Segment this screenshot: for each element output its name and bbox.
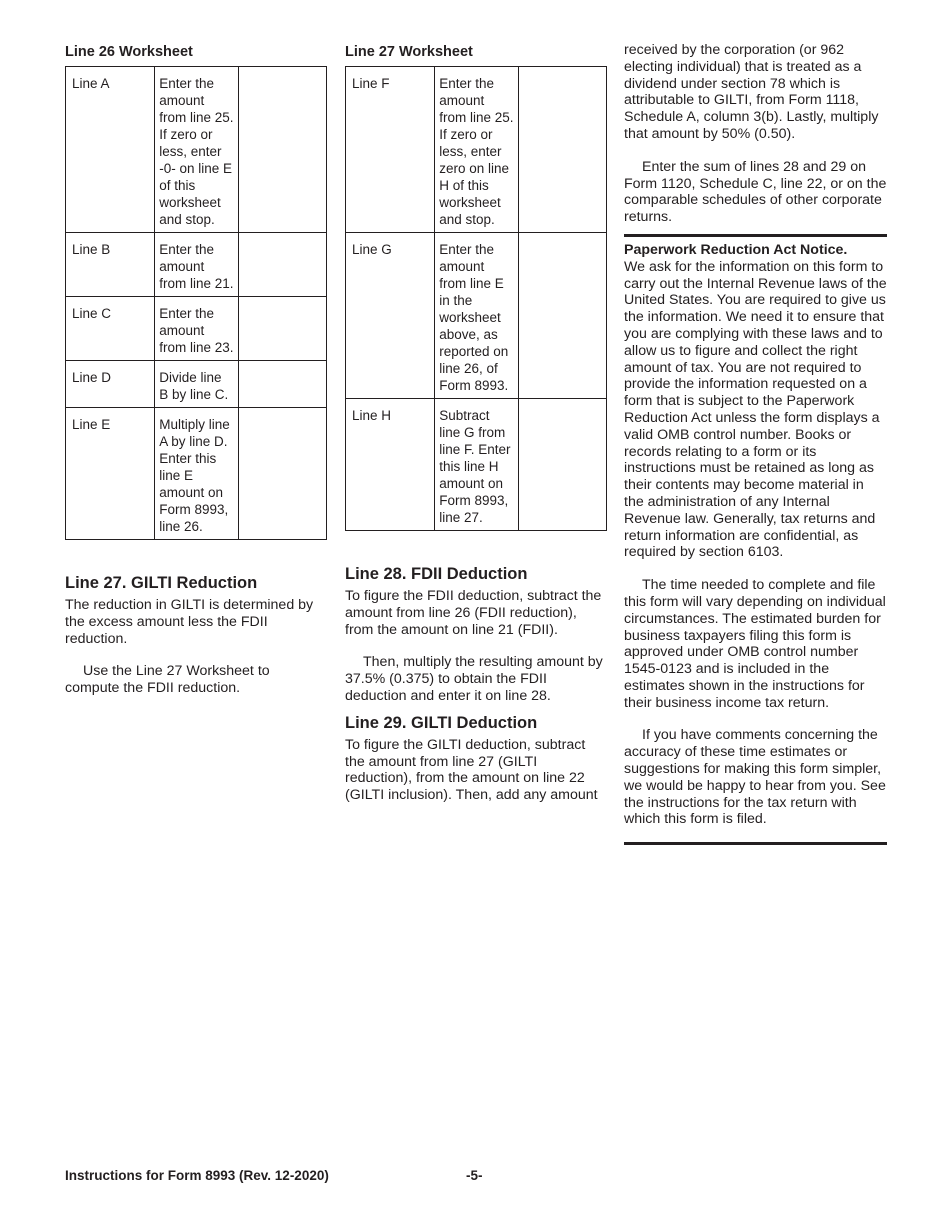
table-row [66, 67, 327, 233]
row-instruction: Enter the amount from line 21. [155, 233, 239, 297]
amount-cell [239, 408, 327, 540]
table-row [66, 233, 327, 297]
table-row [66, 297, 327, 361]
row-instruction: Enter the amount from line 25. If zero or less, enter -0- on line E of this worksheet and stop. [155, 67, 239, 233]
page-number: -5- [466, 1168, 483, 1183]
paperwork-paragraph-3: If you have comments concerning the accuracy of these time estimates or suggestions for making this form simpler, we would be happy to hear from you. See the instructions for the tax return with which this form is filed. [624, 727, 886, 828]
paperwork-paragraph-2: The time needed to complete and file this form will vary depending on individual circumstances. The estimated burden for business taxpayers filing this form is approved under OMB control number 1545-0123 and is included in the estimates shown in the instructions for their business income tax return. [624, 577, 886, 711]
line-29-paragraph-1-continued: received by the corporation (or 962 electing individual) that is treated as a dividend under section 78 which is attributable to GILTI, from Form 1118, Schedule A, column 3(b). Lastly, multiply that amount by 50% (0.50). [624, 42, 879, 142]
line-29-paragraph-2: Enter the sum of lines 28 and 29 on Form 1120, Schedule C, line 22, or on the comparable schedules of other corporate returns. [624, 158, 887, 226]
row-label: Line F [346, 67, 435, 233]
row-instruction: Enter the amount from line 25. If zero or less, enter zero on line H of this worksheet and stop. [435, 67, 519, 233]
amount-cell [239, 361, 327, 408]
paperwork-title: Paperwork Reduction Act Notice. [624, 241, 848, 258]
table-row [346, 399, 607, 531]
row-instruction: Enter the amount from line E in the worksheet above, as reported on line 26, of Form 8993. [435, 233, 519, 399]
line-27-heading: Line 27. GILTI Reduction [65, 574, 258, 592]
row-label: Line H [346, 399, 435, 531]
row-label: Line C [66, 297, 155, 361]
line-29-paragraph-1: To figure the GILTI deduction, subtract the amount from line 27 (GILTI reduction), from the amount on line 22 (GILTI inclusion). Then, add any amount [345, 736, 598, 804]
column-1 [65, 40, 327, 713]
row-label: Line G [346, 233, 435, 399]
row-label: Line A [66, 67, 155, 233]
row-instruction: Divide line B by line C. [155, 361, 239, 408]
amount-cell [239, 233, 327, 297]
paperwork-paragraph-1 [624, 242, 887, 561]
amount-cell [239, 67, 327, 233]
row-label: Line E [66, 408, 155, 540]
line-28-paragraph-1: To figure the FDII deduction, subtract the amount from line 26 (FDII reduction), from the amount on line 21 (FDII). [345, 588, 602, 638]
paperwork-paragraph-1-text: We ask for the information on this form to carry out the Internal Revenue laws of the United States. You are required to give us the information. We need it to ensure that you are complying with these laws and to allow us to figure and collect the right amount of tax. You are not required to provide the information requested on a form that is subject to the Paperwork Reduction Act unless the form displays a valid OMB control number. Books or records relating to a form or its instructions must be retained as long as their contents may become material in the administration of any Internal Revenue law. Generally, tax returns and return information are confidential, as required by section 6103. [624, 258, 887, 561]
amount-cell [239, 297, 327, 361]
line-28-paragraph-2: Then, multiply the resulting amount by 37.5% (0.375) to obtain the FDII deduction and enter it on line 28. [345, 654, 603, 704]
line-26-worksheet-table [65, 66, 327, 540]
column-3 [624, 40, 887, 845]
line-27-paragraph-1: The reduction in GILTI is determined by the excess amount less the FDII reduction. [65, 597, 314, 647]
row-label: Line D [66, 361, 155, 408]
line-27-worksheet-title: Line 27 Worksheet [345, 44, 473, 60]
row-instruction: Subtract line G from line F. Enter this line H amount on Form 8993, line 27. [435, 399, 519, 531]
footer-form-title: Instructions for Form 8993 (Rev. 12-2020) [65, 1168, 329, 1183]
line-27-paragraph-2: Use the Line 27 Worksheet to compute the FDII reduction. [65, 663, 270, 697]
row-label: Line B [66, 233, 155, 297]
amount-cell [519, 233, 607, 399]
amount-cell [519, 399, 607, 531]
row-instruction: Enter the amount from line 23. [155, 297, 239, 361]
row-instruction: Multiply line A by line D. Enter this line E amount on Form 8993, line 26. [155, 408, 239, 540]
end-rule [624, 842, 887, 845]
section-divider [624, 234, 887, 237]
table-row [346, 67, 607, 233]
table-row [66, 361, 327, 408]
line-28-heading: Line 28. FDII Deduction [345, 565, 528, 583]
table-row [66, 408, 327, 540]
amount-cell [519, 67, 607, 233]
line-29-heading: Line 29. GILTI Deduction [345, 713, 538, 732]
line-26-worksheet-title: Line 26 Worksheet [65, 44, 193, 60]
table-row [346, 233, 607, 399]
column-2 [345, 40, 607, 820]
line-27-worksheet-table [345, 66, 607, 531]
